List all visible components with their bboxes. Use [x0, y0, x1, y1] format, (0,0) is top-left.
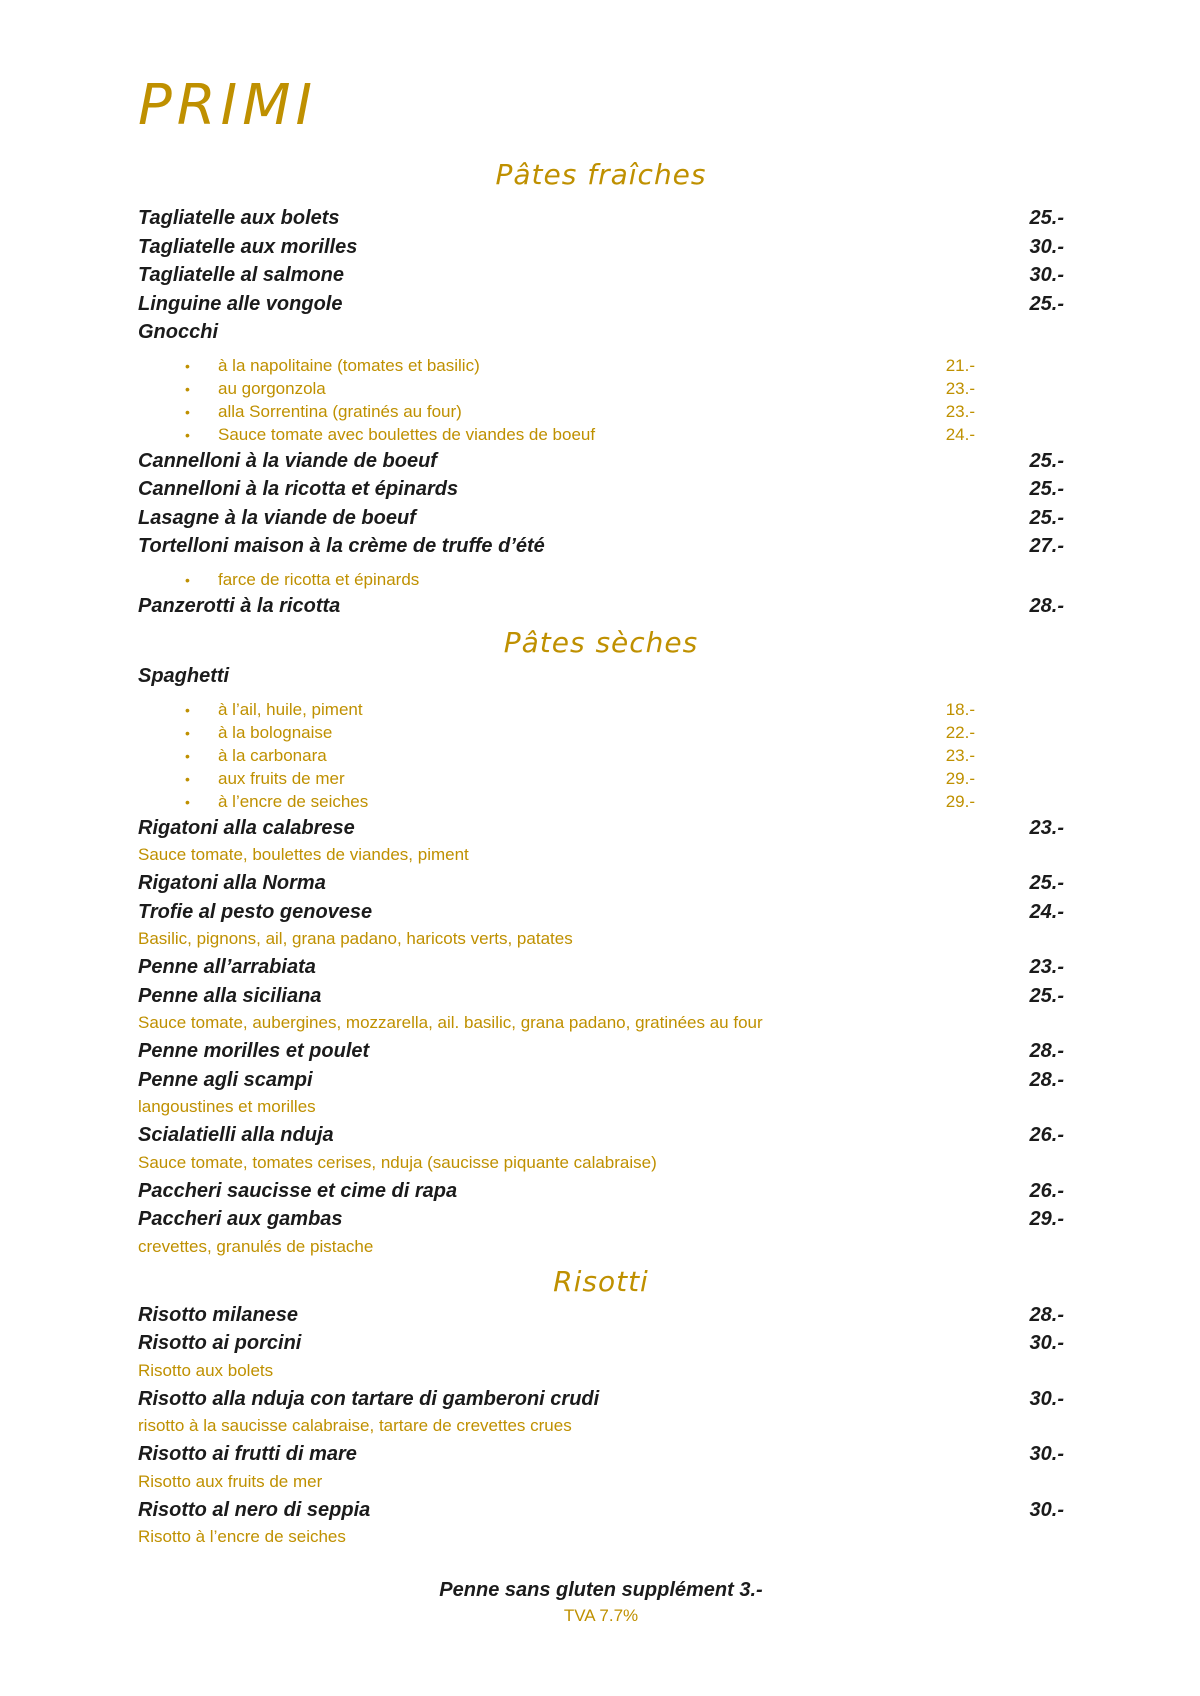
menu-subitem: [138, 768, 1064, 791]
bullet-icon: •: [185, 357, 190, 374]
item-description: [138, 1360, 1064, 1387]
item-description: [138, 1471, 1064, 1498]
description-text: Risotto à l’encre de seiches: [138, 1527, 346, 1546]
description-text: langoustines et morilles: [138, 1097, 316, 1116]
item-name: Linguine alle vongole: [138, 292, 343, 315]
description-text: Sauce tomate, tomates cerises, nduja (saucisse piquante calabraise): [138, 1152, 657, 1172]
menu-subitem: [138, 791, 1064, 814]
subitem-price: 23.-: [945, 378, 975, 398]
menu-item: [138, 477, 1064, 506]
menu-subitem: [138, 424, 1064, 447]
menu-item: [138, 1442, 1064, 1471]
menu-item: [138, 1498, 1064, 1527]
item-name: Tortelloni maison à la crème de truffe d’été: [138, 535, 545, 557]
item-name: Cannelloni à la ricotta et épinards: [138, 478, 459, 500]
menu-subitem: [138, 355, 1064, 378]
item-name: Scialatielli alla nduja: [138, 1124, 334, 1146]
description-text: Sauce tomate, aubergines, mozzarella, ail. basilic, grana padano, gratinées au four: [138, 1013, 763, 1032]
item-price: 25.-: [1029, 984, 1064, 1007]
subitem-price: 29.-: [945, 791, 975, 811]
menu-item: [138, 449, 1064, 478]
menu-item: [138, 263, 1064, 292]
menu-item: [138, 1179, 1064, 1208]
subitem-price: 23.-: [945, 745, 975, 765]
menu-item: [138, 1123, 1064, 1152]
bullet-icon: •: [185, 793, 190, 810]
item-price: 26.-: [1029, 1179, 1064, 1202]
menu-subitem: [138, 569, 1064, 592]
bullet-icon: •: [185, 380, 190, 397]
subitem-price: 22.-: [945, 722, 975, 742]
bullet-icon: •: [185, 701, 190, 718]
subitem-price: 21.-: [945, 355, 975, 375]
item-price: 24.-: [1029, 900, 1064, 923]
item-price: 30.-: [1029, 264, 1064, 286]
description-text: Basilic, pignons, ail, grana padano, haricots verts, patates: [138, 929, 573, 948]
item-description: [138, 1415, 1064, 1442]
subitem-name: aux fruits de mer: [218, 768, 345, 788]
menu-item: [138, 664, 1064, 693]
item-price: 28.-: [1029, 1040, 1064, 1062]
item-price: 30.-: [1029, 1498, 1064, 1521]
item-name: Paccheri aux gambas: [138, 1208, 343, 1230]
item-price: 23.-: [1029, 816, 1064, 839]
item-name: Penne agli scampi: [138, 1068, 313, 1091]
subitem-name: Sauce tomate avec boulettes de viandes de boeuf: [218, 424, 596, 444]
menu-item: [138, 594, 1064, 623]
bullet-icon: •: [185, 426, 190, 443]
menu-item: [138, 955, 1064, 984]
menu-item: [138, 984, 1064, 1013]
description-text: risotto à la saucisse calabraise, tartare de crevettes crues: [138, 1416, 572, 1435]
item-price: 25.-: [1029, 292, 1064, 315]
menu-subitem: [138, 401, 1064, 424]
menu-item: [138, 506, 1064, 535]
menu-item: [138, 320, 1064, 349]
item-price: 30.-: [1029, 235, 1064, 258]
item-name: Risotto al nero di seppia: [138, 1498, 371, 1521]
menu-item: [138, 1039, 1064, 1068]
item-name: Tagliatelle aux morilles: [138, 235, 358, 258]
item-price: 30.-: [1029, 1443, 1064, 1465]
subitem-name: à la carbonara: [218, 745, 327, 765]
description-text: Risotto aux fruits de mer: [138, 1471, 323, 1491]
subitem-name: à la napolitaine (tomates et basilic): [218, 355, 480, 375]
item-price: 25.-: [1029, 449, 1064, 472]
item-description: [138, 928, 1064, 955]
description-text: Sauce tomate, boulettes de viandes, piment: [138, 845, 469, 864]
menu-item: [138, 206, 1064, 235]
bullet-icon: •: [185, 747, 190, 764]
item-name: Risotto ai frutti di mare: [138, 1443, 357, 1465]
subitem-name: à l’ail, huile, piment: [218, 699, 363, 719]
item-name: Rigatoni alla calabrese: [138, 816, 355, 839]
item-price: 25.-: [1029, 872, 1064, 894]
section-heading-pates-fraiches: Pâtes fraîches: [495, 158, 707, 191]
menu-item: [138, 900, 1064, 929]
item-name: Penne alla siciliana: [138, 984, 322, 1007]
subitem-price: 18.-: [945, 699, 975, 719]
menu-item: [138, 292, 1064, 321]
subitem-price: 29.-: [945, 768, 975, 788]
description-text: crevettes, granulés de pistache: [138, 1236, 374, 1256]
item-name: Panzerotti à la ricotta: [138, 594, 341, 617]
item-description: [138, 1236, 1064, 1263]
menu-subitem: [138, 745, 1064, 768]
menu-item: [138, 816, 1064, 845]
subitem-name: à l’encre de seiches: [218, 791, 369, 811]
item-price: 28.-: [1029, 594, 1064, 617]
menu-subitem: [138, 722, 1064, 745]
item-name: Gnocchi: [138, 321, 219, 343]
footer-tva: TVA 7.7%: [563, 1606, 639, 1625]
item-price: 28.-: [1029, 1303, 1064, 1326]
item-name: Cannelloni à la viande de boeuf: [138, 449, 437, 472]
menu-item: [138, 1207, 1064, 1236]
item-name: Risotto alla nduja con tartare di gamberoni crudi: [138, 1387, 600, 1410]
item-name: Lasagne à la viande de boeuf: [138, 506, 416, 529]
subitem-name: alla Sorrentina (gratinés au four): [218, 401, 462, 421]
item-name: Risotto milanese: [138, 1303, 299, 1326]
item-price: 30.-: [1029, 1387, 1064, 1410]
menu-item: [138, 1387, 1064, 1416]
item-description: [138, 1012, 1064, 1039]
item-price: 25.-: [1029, 207, 1064, 229]
footer-note: Penne sans gluten supplément 3.-: [439, 1579, 763, 1601]
menu-item: [138, 871, 1064, 900]
item-description: [138, 1096, 1064, 1123]
item-price: 26.-: [1029, 1124, 1064, 1146]
description-text: Risotto aux bolets: [138, 1360, 274, 1380]
menu-item: [138, 534, 1064, 563]
menu-subitem: [138, 699, 1064, 722]
item-description: [138, 844, 1064, 871]
item-name: Tagliatelle aux bolets: [138, 207, 340, 229]
subitem-name: à la bolognaise: [218, 722, 333, 742]
menu-item: [138, 1068, 1064, 1097]
item-price: 25.-: [1029, 478, 1064, 500]
section-heading-risotti: Risotti: [553, 1264, 649, 1298]
menu-item: [138, 1331, 1064, 1360]
item-name: Trofie al pesto genovese: [138, 900, 373, 923]
item-name: Paccheri saucisse et cime di rapa: [138, 1179, 458, 1202]
item-description: [138, 1526, 1064, 1553]
bullet-icon: •: [185, 724, 190, 741]
item-price: 29.-: [1029, 1208, 1064, 1230]
subitem-price: 23.-: [945, 401, 975, 421]
menu-subitem: [138, 378, 1064, 401]
item-name: Penne all’arrabiata: [138, 956, 316, 978]
item-name: Tagliatelle al salmone: [138, 264, 345, 286]
bullet-icon: •: [185, 770, 190, 787]
item-name: Penne morilles et poulet: [138, 1040, 370, 1062]
page-title: PRIMI: [138, 73, 318, 138]
subitem-name: farce de ricotta et épinards: [218, 569, 420, 589]
item-price: 28.-: [1029, 1068, 1064, 1091]
item-price: 30.-: [1029, 1332, 1064, 1354]
item-description: [138, 1152, 1064, 1179]
menu-item: [138, 235, 1064, 264]
item-price: 25.-: [1029, 506, 1064, 529]
item-name: Risotto ai porcini: [138, 1332, 302, 1354]
item-price: 23.-: [1029, 956, 1064, 978]
item-price: 27.-: [1029, 535, 1064, 557]
subitem-price: 24.-: [945, 424, 975, 444]
item-name: Spaghetti: [138, 665, 230, 687]
section-heading-pates-seches: Pâtes sèches: [503, 626, 699, 659]
item-name: Rigatoni alla Norma: [138, 872, 326, 894]
subitem-name: au gorgonzola: [218, 378, 326, 398]
menu-item: [138, 1303, 1064, 1332]
bullet-icon: •: [185, 571, 190, 588]
bullet-icon: •: [185, 403, 190, 420]
